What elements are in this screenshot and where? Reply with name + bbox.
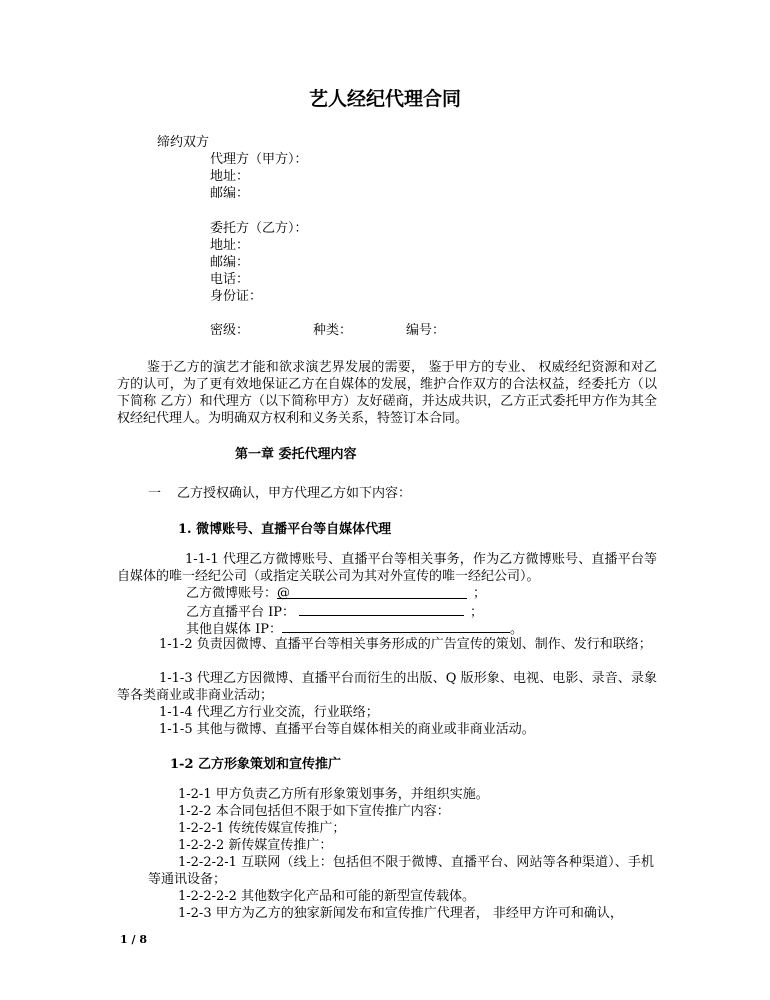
other-media-blank	[282, 619, 510, 633]
section1-title: 1. 微博账号、直播平台等自媒体代理	[178, 522, 392, 537]
chapter1-intro-num: 一	[148, 486, 162, 501]
party-b-label: 委托方（乙方）：	[210, 221, 308, 236]
weibo-account-value: @	[277, 586, 291, 601]
weibo-account-end: ；	[473, 586, 487, 601]
live-platform-end: ；	[470, 605, 484, 620]
parties-heading: 缔约双方	[157, 135, 210, 150]
meta-secret: 密级：	[210, 323, 250, 338]
item-1-2-2-2-2: 1-2-2-2-2 其他数字化产品和可能的新型宣传载体。	[178, 889, 476, 904]
item-1-1-3: 1-1-3 代理乙方因微博、直播平台而衍生的出版、Q 版形象、电视、电影、录音、录象等各类商业或非商业活动；	[117, 671, 657, 703]
item-1-1-1: 1-1-1 代理乙方微博账号、直播平台等相关事务，作为乙方微博账号、直播平台等自媒体的唯一经纪公司（或指定关联公司为其对外宣传的唯一经纪公司）。	[117, 552, 657, 584]
party-a-address: 地址：	[210, 169, 250, 184]
page-title: 艺人经纪代理合同	[308, 88, 461, 110]
party-a-label: 代理方（甲方）：	[210, 152, 308, 167]
chapter1-title: 第一章 委托代理内容	[235, 447, 357, 462]
party-b-id-card: 身份证：	[210, 289, 263, 304]
section2-title: 1-2 乙方形象策划和宣传推广	[170, 757, 342, 772]
party-a-postcode: 邮编：	[210, 186, 250, 201]
chapter1-intro: 乙方授权确认，甲方代理乙方如下内容：	[177, 486, 412, 501]
party-b-postcode: 邮编：	[210, 255, 250, 270]
item-1-2-2-1: 1-2-2-1 传统传媒宣传推广；	[178, 821, 346, 836]
item-1-1-2: 1-1-2 负责因微博、直播平台等相关事务形成的广告宣传的策划、制作、发行和联络；	[159, 637, 652, 652]
preamble: 鉴于乙方的演艺才能和欲求演艺界发展的需要， 鉴于甲方的专业、 权威经纪资源和对乙方的认可，为了更有效地保证乙方在自媒体的发展，维护合作双方的合法权益，经委托方（以下简称 乙方）和代理方（以下简称甲方）友好磋商，并达成共识，乙方正式委托甲方作为其全权经纪代理人。为明确双方权利和义务关系，特签订本合同。	[117, 360, 657, 426]
item-1-2-2-2: 1-2-2-2 新传媒宣传推广：	[178, 838, 333, 853]
page-number: 1 / 8	[120, 933, 147, 946]
other-media-label: 其他自媒体 IP：	[186, 622, 283, 637]
party-b-address: 地址：	[210, 238, 250, 253]
item-1-1-4: 1-1-4 代理乙方行业交流，行业联络；	[159, 705, 379, 720]
weibo-account-blank	[277, 585, 467, 599]
other-media-end: 。	[510, 622, 524, 637]
item-1-2-3: 1-2-3 甲方为乙方的独家新闻发布和宣传推广代理者， 非经甲方许可和确认，	[178, 906, 623, 921]
meta-type: 种类：	[313, 323, 353, 338]
item-1-2-2: 1-2-2 本合同包括但不限于如下宣传推广内容：	[178, 804, 450, 819]
meta-number: 编号：	[406, 323, 446, 338]
weibo-account-line	[186, 585, 486, 602]
live-platform-label: 乙方直播平台 IP：	[186, 605, 296, 620]
live-platform-blank	[299, 602, 464, 616]
party-b-phone: 电话：	[210, 272, 250, 287]
item-1-1-5: 1-1-5 其他与微博、直播平台等自媒体相关的商业或非商业活动。	[159, 722, 535, 737]
item-1-2-1: 1-2-1 甲方负责乙方所有形象策划事务，并组织实施。	[178, 787, 489, 802]
weibo-account-label: 乙方微博账号：	[186, 586, 278, 601]
item-1-2-2-2-1: 1-2-2-2-1 互联网（线上：包括但不限于微博、直播平台、网站等各种渠道）、手机等通讯设备；	[148, 855, 654, 887]
